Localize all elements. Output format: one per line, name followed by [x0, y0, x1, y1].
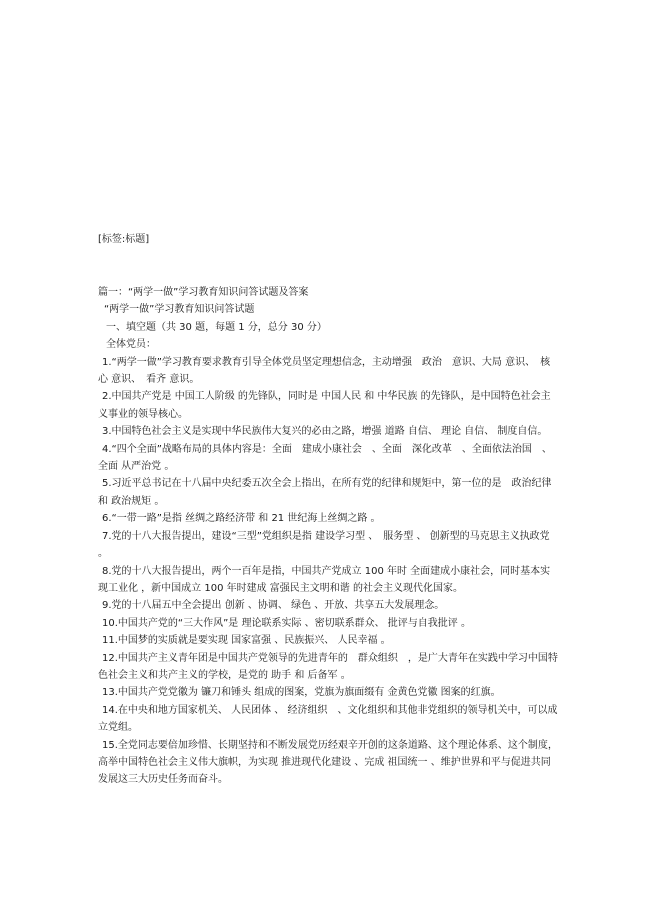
- question-item: 14.在中央和地方国家机关、 人民团体 、 经济组织 、文化组织和其他非党组织的领导机关中，可以成立党组。: [98, 704, 558, 734]
- question-item: 2.中国共产党是 中国工人阶级 的先锋队，同时是 中国人民 和 中华民族 的先锋队，是中国特色社会主义事业的领导核心。: [98, 391, 551, 420]
- question-item: 1.“两学一做”学习教育要求教育引导全体党员坚定理想信念，主动增强 政治 意识、大局 意识、 核心 意识、 看齐 意识。: [98, 356, 551, 386]
- section-heading: 一、填空题（共 30 题，每题 1 分，总分 30 分）: [106, 321, 327, 333]
- question-item: 12.中国共产主义青年团是中国共产党领导的先进青年的 群众组织 ，是广大青年在实践中学习中国特色社会主义和共产主义的学校，是党的 助手 和 后备军 。: [98, 652, 558, 681]
- question-item: 7.党的十八大报告提出，建设“三型”党组织是指 建设学习型 、 服务型 、 创新型的马克思主义执政党 。: [98, 530, 550, 560]
- tag-label: [标签:标题]: [98, 234, 150, 245]
- question-item: 11.中国梦的实质就是要实现 国家富强 、民族振兴、 人民幸福 。: [102, 635, 391, 647]
- question-item: 6.“一带一路”是指 丝绸之路经济带 和 21 世纪海上丝绸之路 。: [102, 513, 381, 525]
- document-title: 篇一：“两学一做”学习教育知识问答试题及答案: [98, 287, 309, 298]
- lead-text: 全体党员：: [106, 339, 156, 351]
- question-item: 8.党的十八大报告提出，两个一百年是指，中国共产党成立 100 年时 全面建成小康社会，同时基本实现工业化 ，新中国成立 100 年时建成 富强民主文明和谐 的社会主义现代化国家。: [98, 565, 551, 594]
- question-item: 13.中国共产党党徽为 镰刀和锤头 组成的图案，党旗为旗面缀有 金黄色党徽 图案的红旗。: [102, 687, 501, 699]
- question-item: 9.党的十八届五中全会提出 创新 、协调、 绿色 、开放、共享五大发展理念。: [102, 600, 445, 612]
- question-item: 4.“四个全面”战略布局的具体内容是：全面 建成小康社会 、全面 深化改革 、全面依法治国 、全面 从严治党 。: [98, 443, 552, 473]
- document-body: [98, 284, 560, 789]
- question-item: 10.中国共产党的“三大作风”是 理论联系实际 、密切联系群众、 批评与自我批评 。: [102, 617, 471, 629]
- question-item: 15.全党同志要倍加珍惜、长期坚持和不断发展党历经艰辛开创的这条道路、这个理论体系、这个制度，高举中国特色社会主义伟大旗帜，为实现 推进现代化建设 、完成 祖国统一 、维护世界和平与促进共同发展这三大历史任务而奋斗。: [98, 739, 558, 786]
- question-item: 5.习近平总书记在十八届中央纪委五次全会上指出，在所有党的纪律和规矩中，第一位的是 政治纪律 和 政治规矩 。: [98, 478, 552, 507]
- question-item: 3.中国特色社会主义是实现中华民族伟大复兴的必由之路，增强 道路 自信、 理论 自信、 制度自信。: [102, 426, 548, 438]
- document-subtitle: “两学一做”学习教育知识问答试题: [104, 304, 255, 316]
